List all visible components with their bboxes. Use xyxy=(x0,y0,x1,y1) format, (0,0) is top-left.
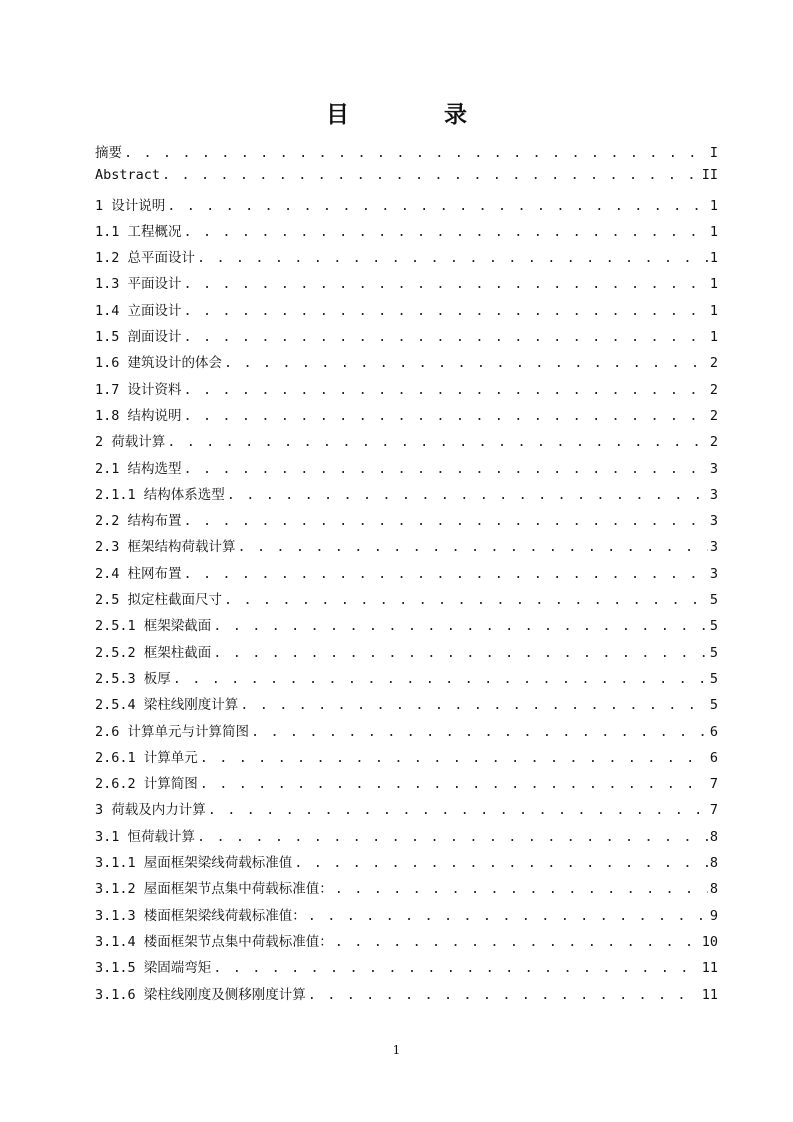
toc-dot-leader xyxy=(224,355,708,371)
toc-entry[interactable] xyxy=(95,272,718,298)
toc-dot-leader xyxy=(308,908,708,924)
toc-entry-label: 1.8 结构说明 xyxy=(95,407,182,424)
toc-entry-label: 2.5.4 梁柱线刚度计算 xyxy=(95,697,239,714)
toc-entry-page: 7 xyxy=(709,802,718,819)
toc-entry[interactable] xyxy=(95,430,718,456)
toc-entry[interactable] xyxy=(95,930,718,956)
toc-entry-page: 3 xyxy=(709,513,718,530)
toc-dot-leader xyxy=(213,960,699,976)
toc-dot-leader xyxy=(294,855,708,871)
toc-dot-leader xyxy=(335,881,708,897)
toc-dot-leader xyxy=(184,513,708,529)
toc-entry-label: 2.2 结构布置 xyxy=(95,513,182,530)
toc-entry-page: 9 xyxy=(709,907,718,924)
toc-entry-page: 7 xyxy=(709,776,718,793)
toc-entry[interactable] xyxy=(95,246,718,272)
toc-entry-label: 1.7 设计资料 xyxy=(95,381,182,398)
toc-dot-leader xyxy=(308,987,700,1003)
toc-entry[interactable] xyxy=(95,825,718,851)
toc-entry[interactable] xyxy=(95,562,718,588)
toc-entry-page: 5 xyxy=(709,644,718,661)
toc-dot-leader xyxy=(227,487,708,503)
toc-dot-leader xyxy=(184,408,708,424)
toc-entry-label: Abstract xyxy=(95,167,161,184)
toc-entry[interactable] xyxy=(95,325,718,351)
toc-entry-label: 1.4 立面设计 xyxy=(95,302,182,319)
toc-entry-page: II xyxy=(701,167,718,184)
toc-entry-page: 6 xyxy=(709,723,718,740)
toc-dot-leader xyxy=(197,829,708,845)
toc-entry[interactable] xyxy=(95,798,718,824)
toc-entry-label: 2.5.2 框架柱截面 xyxy=(95,644,212,661)
toc-entry-label: 2.6.2 计算简图 xyxy=(95,776,198,793)
toc-entry[interactable] xyxy=(95,720,718,746)
toc-entry-label: 2.6 计算单元与计算简图 xyxy=(95,723,250,740)
toc-dot-leader xyxy=(200,750,708,766)
toc-entry-page: 2 xyxy=(709,381,718,398)
toc-dot-leader xyxy=(124,145,708,161)
toc-dot-leader xyxy=(184,303,708,319)
toc-entry-page: 3 xyxy=(709,460,718,477)
toc-entry-page: 3 xyxy=(709,539,718,556)
toc-entry-page: 10 xyxy=(701,933,718,950)
toc-entry-page: 3 xyxy=(709,486,718,503)
toc-entry-label: 3.1.2 屋面框架节点集中荷载标准值： xyxy=(95,881,333,898)
toc-entry-label: 2.4 柱网布置 xyxy=(95,565,182,582)
toc-entry-label: 3.1.1 屋面框架梁线荷载标准值 xyxy=(95,855,293,872)
toc-entry-label: 1.6 建筑设计的体会 xyxy=(95,355,223,372)
toc-entry-label: 2.1 结构选型 xyxy=(95,460,182,477)
toc-dot-leader xyxy=(173,671,708,687)
toc-dot-leader xyxy=(251,724,708,740)
toc-entry[interactable] xyxy=(95,351,718,377)
toc-dot-leader xyxy=(197,250,708,266)
toc-dot-leader xyxy=(184,329,708,345)
toc-entry-label: 2.1.1 结构体系选型 xyxy=(95,486,225,503)
toc-entry[interactable] xyxy=(95,983,718,1009)
toc-entry[interactable] xyxy=(95,509,718,535)
toc-entry[interactable] xyxy=(95,457,718,483)
page-number: 1 xyxy=(392,1043,401,1057)
toc-entry-label: 1.1 工程概况 xyxy=(95,223,182,240)
toc-dot-leader xyxy=(200,776,708,792)
toc-entry-page: 11 xyxy=(701,986,718,1003)
toc-dot-leader xyxy=(184,276,708,292)
toc-entry[interactable] xyxy=(95,614,718,640)
toc-entry-page: 1 xyxy=(709,276,718,293)
toc-entry-label: 3.1 恒荷载计算 xyxy=(95,828,196,845)
toc-dot-leader xyxy=(184,566,708,582)
toc-entry-page: 1 xyxy=(709,223,718,240)
toc-entry[interactable] xyxy=(95,535,718,561)
toc-dot-leader xyxy=(213,645,708,661)
toc-entry[interactable] xyxy=(95,378,718,404)
toc-entry-label: 2.5.3 板厚 xyxy=(95,670,171,687)
toc-entry-label: 1.5 剖面设计 xyxy=(95,329,182,346)
toc-entry-page: 6 xyxy=(709,749,718,766)
toc-entry-label: 摘要 xyxy=(95,145,122,161)
toc-entry-page: 5 xyxy=(709,670,718,687)
table-of-contents xyxy=(95,141,718,1009)
toc-entry-page: 5 xyxy=(709,618,718,635)
toc-entry[interactable] xyxy=(95,220,718,246)
toc-entry-label: 1.3 平面设计 xyxy=(95,276,182,293)
toc-dot-leader xyxy=(213,618,708,634)
toc-entry-page: 2 xyxy=(709,355,718,372)
toc-entry-page: 2 xyxy=(709,434,718,451)
toc-title: 目 录 xyxy=(326,102,503,128)
toc-entry-page: 1 xyxy=(709,250,718,267)
toc-dot-leader xyxy=(184,224,708,240)
toc-dot-leader xyxy=(167,198,708,214)
toc-entry-page: 11 xyxy=(701,960,718,977)
toc-entry-page: 1 xyxy=(709,302,718,319)
toc-entry-page: 8 xyxy=(709,881,718,898)
toc-entry[interactable] xyxy=(95,588,718,614)
toc-entry-label: 2.5 拟定柱截面尺寸 xyxy=(95,592,223,609)
toc-entry-label: 2.6.1 计算单元 xyxy=(95,749,198,766)
toc-entry[interactable] xyxy=(95,877,718,903)
toc-entry-label: 3.1.3 楼面框架梁线荷载标准值： xyxy=(95,907,306,924)
toc-entry-page: 8 xyxy=(709,855,718,872)
toc-entry[interactable] xyxy=(95,141,718,167)
toc-entry[interactable] xyxy=(95,904,718,930)
toc-entry-page: 3 xyxy=(709,565,718,582)
toc-entry[interactable] xyxy=(95,851,718,877)
toc-entry-label: 3.1.6 梁柱线刚度及侧移刚度计算 xyxy=(95,986,306,1003)
toc-entry-label: 1.2 总平面设计 xyxy=(95,250,196,267)
toc-entry[interactable] xyxy=(95,404,718,430)
toc-entry-page: 1 xyxy=(709,329,718,346)
toc-entry-label: 2.3 框架结构荷载计算 xyxy=(95,539,236,556)
toc-entry[interactable] xyxy=(95,299,718,325)
toc-entry[interactable] xyxy=(95,667,718,693)
toc-entry-label: 1 设计说明 xyxy=(95,197,166,214)
toc-entry[interactable] xyxy=(95,693,718,719)
toc-entry-label: 3 荷载及内力计算 xyxy=(95,802,206,819)
toc-entry-label: 2 荷载计算 xyxy=(95,434,166,451)
toc-entry-page: 2 xyxy=(709,407,718,424)
toc-entry-page: I xyxy=(709,145,718,161)
toc-dot-leader xyxy=(184,382,708,398)
toc-entry[interactable] xyxy=(95,746,718,772)
toc-entry-page: 5 xyxy=(709,697,718,714)
toc-entry[interactable] xyxy=(95,956,718,982)
toc-dot-leader xyxy=(224,592,708,608)
toc-entry-page: 8 xyxy=(709,828,718,845)
toc-dot-leader xyxy=(208,802,708,818)
toc-entry-label: 2.5.1 框架梁截面 xyxy=(95,618,212,635)
toc-entry[interactable] xyxy=(95,167,718,193)
toc-entry-label: 3.1.5 梁固端弯矩 xyxy=(95,960,212,977)
toc-entry-page: 1 xyxy=(709,197,718,214)
toc-entry[interactable] xyxy=(95,483,718,509)
toc-entry[interactable] xyxy=(95,772,718,798)
toc-entry-label: 3.1.4 楼面框架节点集中荷载标准值： xyxy=(95,933,333,950)
toc-entry[interactable] xyxy=(95,194,718,220)
toc-dot-leader xyxy=(240,697,708,713)
toc-dot-leader xyxy=(335,934,700,950)
toc-dot-leader xyxy=(184,461,708,477)
toc-dot-leader xyxy=(162,167,700,183)
toc-dot-leader xyxy=(167,434,708,450)
toc-entry-page: 5 xyxy=(709,592,718,609)
toc-entry[interactable] xyxy=(95,641,718,667)
toc-dot-leader xyxy=(238,539,708,555)
